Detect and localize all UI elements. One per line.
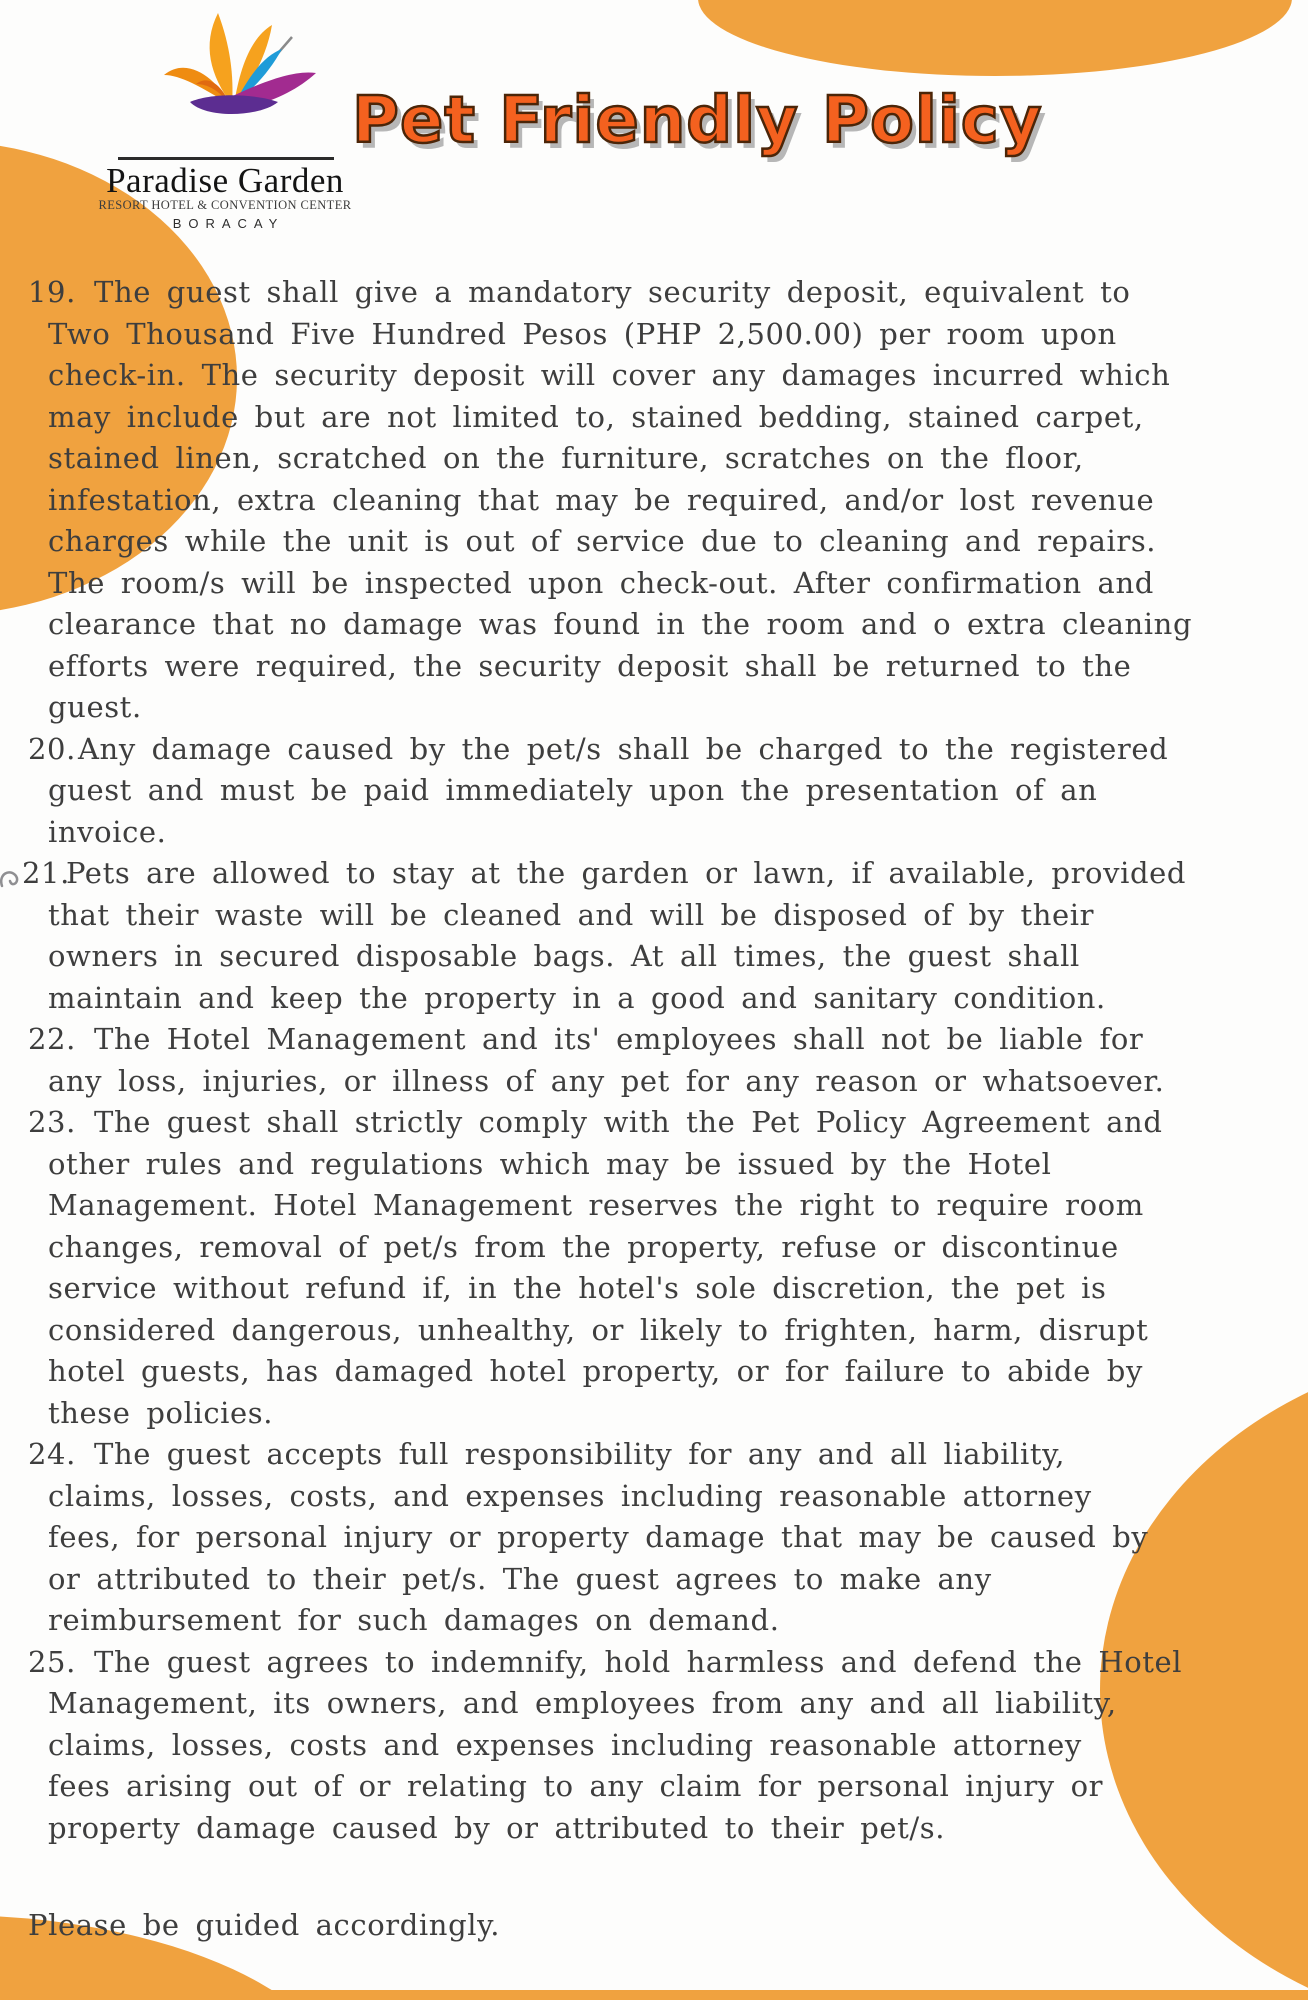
bird-of-paradise-icon xyxy=(140,5,320,120)
item-number: 21. xyxy=(22,856,70,890)
policy-line: The guest shall strictly comply with the Pet Policy Agreement and xyxy=(94,1105,1163,1139)
policy-line: The guest agrees to indemnify, hold harmless and defend the Hotel xyxy=(94,1644,1183,1679)
policy-line: The guest shall give a mandatory security deposit, equivalent to xyxy=(94,275,1131,309)
logo-divider xyxy=(118,157,334,160)
bottom-bar xyxy=(0,1990,1308,2000)
policy-line: stained linen, scratched on the furniture, scratches on the floor, xyxy=(48,441,1084,475)
policy-line: check-in. The security deposit will cover any damages incurred which xyxy=(48,358,1171,392)
policy-line: any loss, injuries, or illness of any pet for any reason or whatsoever. xyxy=(48,1063,1165,1098)
policy-line: Pets are allowed to stay at the garden or lawn, if available, provided xyxy=(66,856,1187,890)
policy-line: maintain and keep the property in a good and sanitary condition. xyxy=(48,980,1106,1015)
policy-line: fees, for personal injury or property damage that may be caused by xyxy=(48,1520,1149,1554)
policy-line: reimbursement for such damages on demand. xyxy=(48,1603,780,1637)
policy-line: The room/s will be inspected upon check-out. After confirmation and xyxy=(48,565,1154,600)
policy-line: changes, removal of pet/s from the property, refuse or discontinue xyxy=(48,1229,1119,1264)
item-number: 20. xyxy=(28,731,76,766)
policy-line: efforts were required, the security deposit shall be returned to the xyxy=(48,648,1132,683)
policy-item-25 xyxy=(0,1642,1300,1850)
policy-list xyxy=(0,272,1300,1849)
item-number: 23. xyxy=(28,1105,76,1139)
policy-line: or attributed to their pet/s. The guest agrees to make any xyxy=(48,1561,992,1596)
policy-item-23 xyxy=(0,1102,1300,1434)
policy-line: property damage caused by or attributed to their pet/s. xyxy=(48,1810,946,1845)
item-number: 22. xyxy=(28,1022,76,1056)
policy-item-19 xyxy=(0,272,1300,729)
policy-item-20 xyxy=(0,729,1300,854)
policy-item-22 xyxy=(0,1019,1300,1102)
policy-item-24 xyxy=(0,1434,1300,1642)
hotel-subtitle: RESORT HOTEL & CONVENTION CENTER xyxy=(98,198,352,212)
item-number: 25. xyxy=(28,1644,76,1679)
item-number: 24. xyxy=(28,1437,76,1471)
policy-line: considered dangerous, unhealthy, or likely to frighten, harm, disrupt xyxy=(48,1312,1149,1347)
policy-line: guest and must be paid immediately upon the presentation of an xyxy=(48,773,1098,807)
page-title: Pet Friendly Policy xyxy=(352,84,1043,158)
policy-line: Any damage caused by the pet/s shall be charged to the registered xyxy=(78,731,1169,766)
closing-note: Please be guided accordingly. xyxy=(28,1908,501,1942)
policy-line: charges while the unit is out of service due to cleaning and repairs. xyxy=(48,524,1157,558)
blob-top-right xyxy=(698,0,1292,76)
policy-line: claims, losses, costs, and expenses including reasonable attorney xyxy=(48,1478,1092,1513)
policy-line: may include but are not limited to, stained bedding, stained carpet, xyxy=(48,399,1144,434)
hotel-logo xyxy=(90,0,360,240)
policy-line: service without refund if, in the hotel's sole discretion, the pet is xyxy=(48,1271,1107,1305)
policy-line: clearance that no damage was found in the room and o extra cleaning xyxy=(48,607,1193,641)
policy-item-21 xyxy=(0,853,1300,1019)
policy-line: The guest accepts full responsibility for any and all liability, xyxy=(94,1437,1066,1471)
policy-line: other rules and regulations which may be issued by the Hotel xyxy=(48,1146,1052,1181)
policy-line: fees arising out of or relating to any claim for personal injury or xyxy=(48,1769,1104,1803)
policy-line: invoice. xyxy=(48,814,167,849)
policy-line: The Hotel Management and its' employees shall not be liable for xyxy=(94,1022,1144,1056)
policy-line: Management, its owners, and employees from any and all liability, xyxy=(48,1686,1117,1720)
policy-line: Two Thousand Five Hundred Pesos (PHP 2,500.00) per room upon xyxy=(48,316,1117,351)
policy-line: these policies. xyxy=(48,1395,274,1430)
policy-line: guest. xyxy=(48,690,142,724)
policy-line: Management. Hotel Management reserves the right to require room xyxy=(48,1188,1144,1222)
item-number: 19. xyxy=(28,275,76,309)
policy-line: hotel guests, has damaged hotel property, or for failure to abide by xyxy=(48,1354,1143,1388)
policy-line: infestation, extra cleaning that may be required, and/or lost revenue xyxy=(48,482,1155,517)
policy-line: that their waste will be cleaned and will be disposed of by their xyxy=(48,897,1095,932)
hotel-location: BORACAY xyxy=(172,216,285,231)
policy-line: owners in secured disposable bags. At all times, the guest shall xyxy=(48,939,1080,973)
policy-line: claims, losses, costs and expenses including reasonable attorney xyxy=(48,1727,1082,1762)
hotel-name: Paradise Garden xyxy=(106,161,344,200)
